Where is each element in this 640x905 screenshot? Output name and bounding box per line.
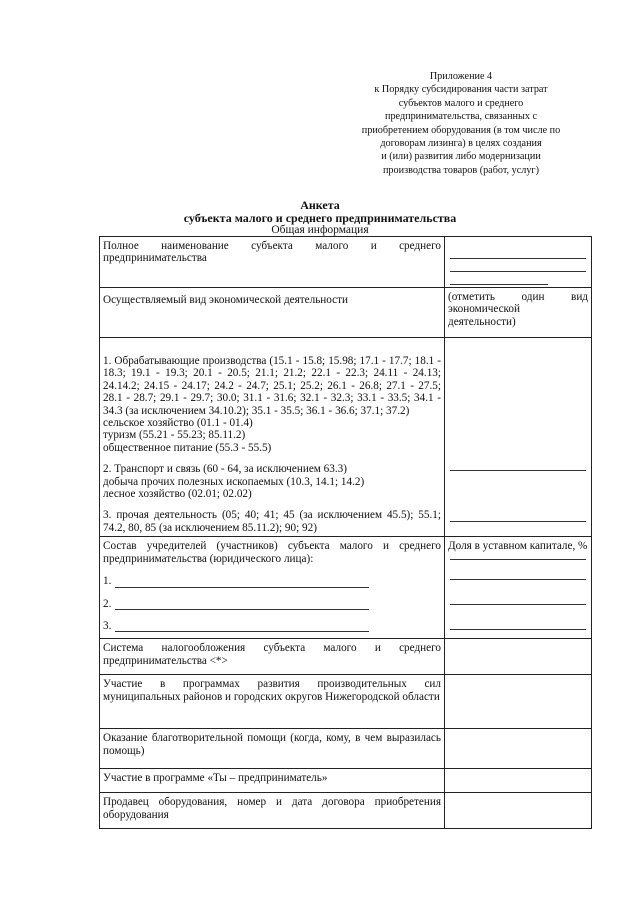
- charity-answer-cell[interactable]: [445, 729, 592, 769]
- row-programs: [100, 675, 592, 729]
- activity-label-cell: [100, 288, 445, 338]
- appendix-line: приобретением оборудования (в том числе по: [361, 124, 561, 136]
- appendix-line: Приложение 4: [429, 71, 493, 82]
- activity-note: (отметить один вид экономической деятельности): [448, 291, 588, 328]
- ty-program-label: Участие в программе «Ты – предприниматель»: [103, 772, 328, 785]
- founder-input-line[interactable]: [115, 576, 369, 588]
- row-activity-header: [100, 288, 592, 338]
- founder-entry[interactable]: [103, 620, 441, 632]
- charity-label: Оказание благотворительной помощи (когда, кому, в чем выразилась помощь): [103, 732, 441, 757]
- charity-label-cell: [100, 729, 445, 769]
- programs-label: Участие в программах развития производительных сил муниципальных районов и городских округов Нижегородской области: [103, 678, 441, 703]
- activity-note-cell: [445, 288, 592, 338]
- document-subtitle: субъекта малого и среднего предпринимательства: [183, 211, 457, 225]
- activity-option-manufacturing: 1. Обрабатывающие производства (15.1 - 15.8; 15.98; 17.1 - 17.7; 18.1 - 18.3; 19.1 - 19.3; 20.1 - 20.5; 21.1; 21.2; 22.1 - 22.3; 24.11 - 24.13; 24.14.2; 24.15 - 24.17; 24.2 - 24.7; 25.1; 25.2; 26.1 - 26.8; 27.1 - 27.5; 28.1 - 28.7; 29.1 - 29.7; 30.0; 31.1 - 31.6; 32.1 - 32.3; 33.1 - 33.5; 34.1 - 34.3 (за исключением 34.10.2); 35.1 - 35.5; 36.1 - 36.6; 37.1; 37.2): [103, 355, 441, 417]
- share-line[interactable]: [450, 592, 586, 605]
- seller-label-cell: [100, 793, 445, 829]
- activity-option-forestry: лесное хозяйство (02.01; 02.02): [103, 488, 252, 501]
- row-seller: [100, 793, 592, 829]
- founders-cell: [100, 537, 445, 639]
- ty-program-label-cell: [100, 769, 445, 793]
- tax-label-cell: [100, 639, 445, 675]
- founder-number: 1.: [103, 575, 112, 588]
- activity-answer-line-3[interactable]: [450, 547, 586, 560]
- full-name-answer-cell[interactable]: [445, 237, 592, 288]
- appendix-header: [330, 70, 592, 177]
- activity-option-catering: общественное питание (55.3 - 55.5): [103, 441, 272, 454]
- activity-option-agriculture: сельское хозяйство (01.1 - 01.4): [103, 417, 253, 430]
- ty-program-answer-cell[interactable]: [445, 769, 592, 793]
- seller-label: Продавец оборудования, номер и дата договора приобретения оборудования: [103, 796, 441, 821]
- founder-input-line[interactable]: [115, 620, 369, 632]
- founder-number: 3.: [103, 619, 112, 632]
- answer-line[interactable]: [450, 246, 586, 259]
- activity-answer-cell[interactable]: [445, 338, 592, 537]
- activity-answer-line-1[interactable]: [450, 458, 586, 471]
- founder-entry[interactable]: [103, 598, 441, 610]
- full-name-label: Полное наименование субъекта малого и среднего предпринимательства: [103, 240, 441, 265]
- founder-entry[interactable]: [103, 575, 441, 587]
- activity-label: Осуществляемый вид экономической деятельности: [103, 294, 348, 306]
- full-name-label-cell: [100, 237, 445, 288]
- section-title: Общая информация: [271, 224, 369, 236]
- appendix-line: и (или) развития либо модернизации: [381, 151, 541, 163]
- appendix-line: субъектов малого и среднего: [398, 97, 524, 109]
- tax-answer-cell[interactable]: [445, 639, 592, 675]
- row-charity: [100, 729, 592, 769]
- founders-share-label: Доля в уставном капитале, %: [448, 540, 588, 553]
- activity-option-tourism: туризм (55.21 - 55.23; 85.11.2): [103, 429, 246, 442]
- row-activity-options: [100, 338, 592, 537]
- activity-option-mining: добыча прочих полезных ископаемых (10.3, 14.1; 14.2): [103, 475, 365, 488]
- activity-option-transport: 2. Транспорт и связь (60 - 64, за исключением 63.3): [103, 463, 347, 476]
- appendix-line: предпринимательства, связанных с: [385, 111, 537, 123]
- questionnaire-table: [99, 236, 592, 829]
- appendix-line: к Порядку субсидирования части затрат: [374, 84, 548, 96]
- appendix-line: производства товаров (работ, услуг): [382, 164, 539, 176]
- row-full-name: [100, 237, 592, 288]
- row-ty-program: [100, 769, 592, 793]
- seller-answer-cell[interactable]: [445, 793, 592, 829]
- tax-label: Система налогообложения субъекта малого и среднего предпринимательства <*>: [103, 642, 441, 667]
- answer-line[interactable]: [450, 272, 548, 285]
- activity-options-cell: [100, 338, 445, 537]
- programs-answer-cell[interactable]: [445, 675, 592, 729]
- founder-input-line[interactable]: [115, 598, 369, 610]
- appendix-line: договорам лизинга) в целях создания: [380, 138, 542, 150]
- share-line[interactable]: [450, 617, 586, 630]
- activity-answer-line-2[interactable]: [450, 509, 586, 522]
- founders-label: Состав учредителей (участников) субъекта малого и среднего предпринимательства (юридического лица):: [103, 540, 441, 565]
- programs-label-cell: [100, 675, 445, 729]
- answer-line[interactable]: [450, 259, 586, 272]
- row-tax: [100, 639, 592, 675]
- activity-option-other: 3. прочая деятельность (05; 40; 41; 45 (за исключением 45.5); 55.1; 74.2, 80, 85 (за исключением 85.11.2); 90; 92): [103, 509, 441, 534]
- founder-number: 2.: [103, 597, 112, 610]
- document-title: Анкета: [300, 198, 340, 212]
- share-line[interactable]: [450, 567, 586, 580]
